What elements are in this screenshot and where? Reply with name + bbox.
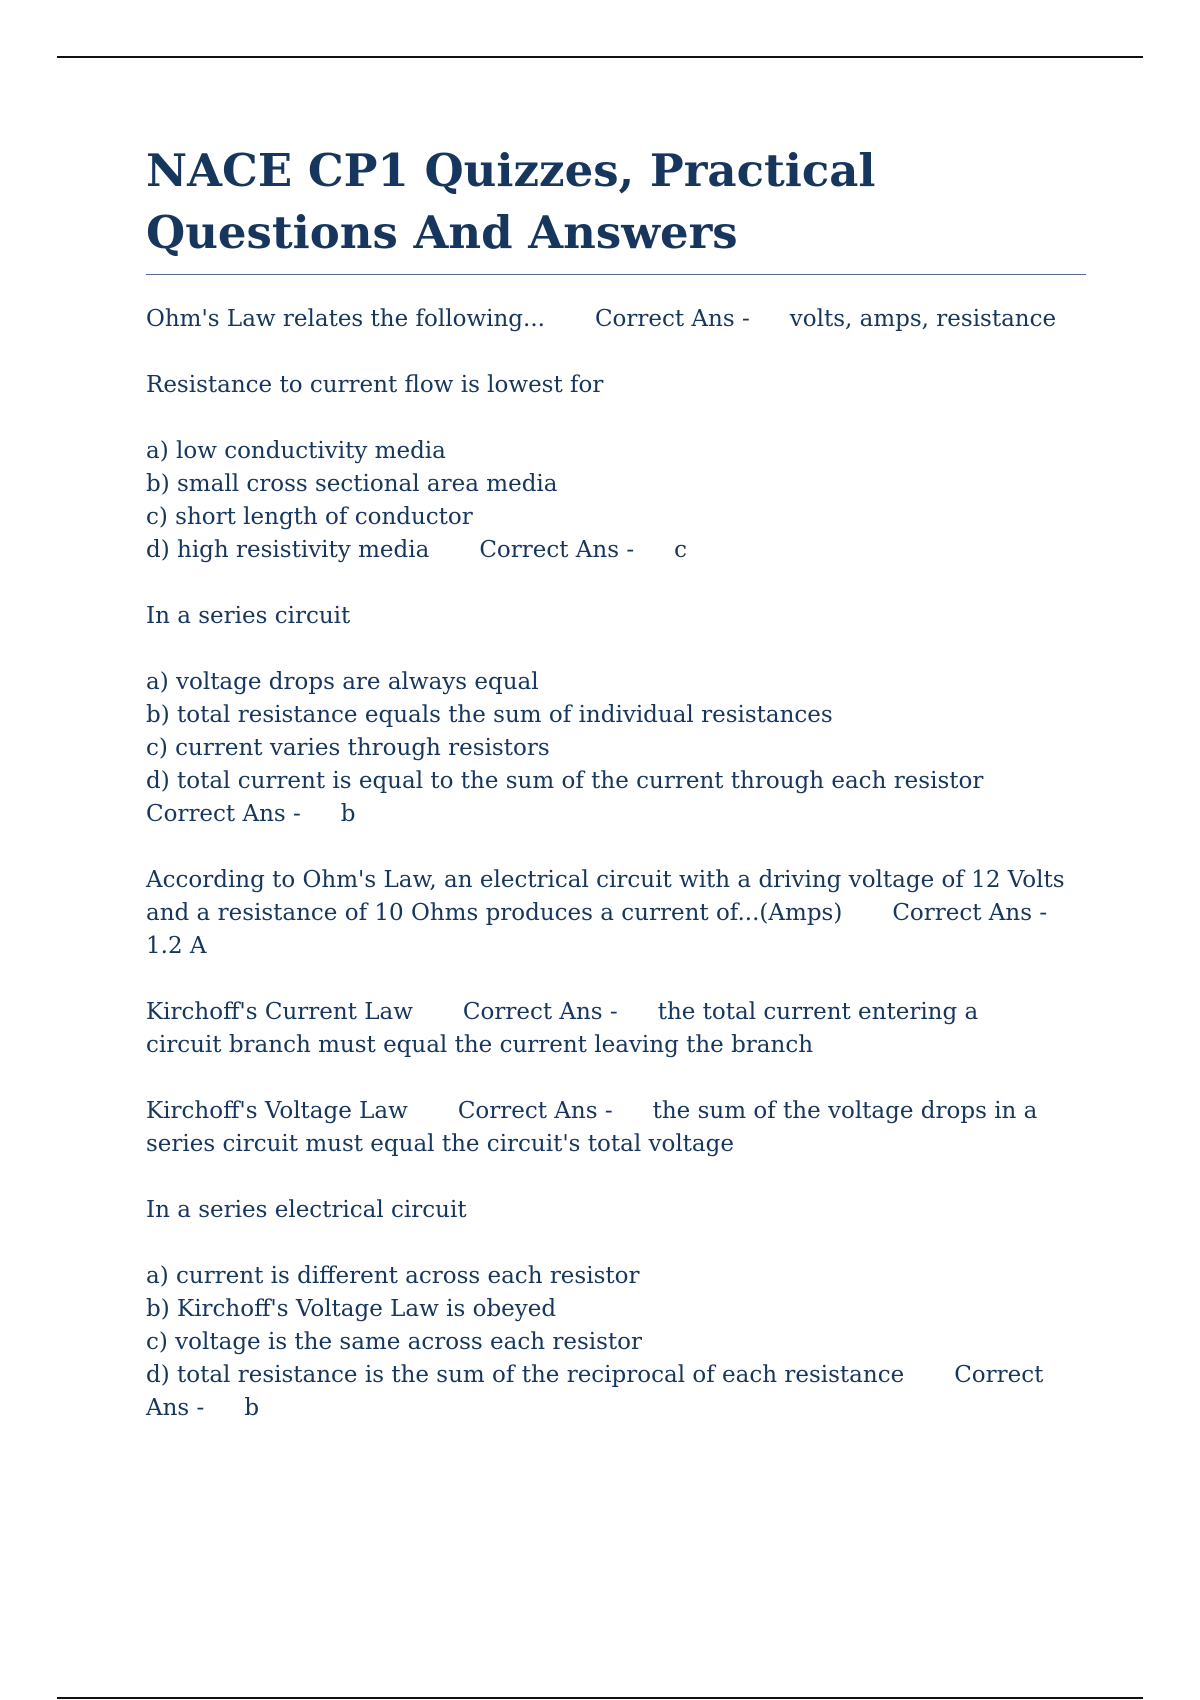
answer-text: b <box>244 1395 260 1421</box>
option-c: c) current varies through resistors <box>146 735 550 761</box>
answer-line-1: the sum of the voltage drops in a <box>652 1098 1038 1124</box>
bottom-rule <box>57 1697 1143 1699</box>
question-text: Ohm's Law relates the following... <box>146 306 545 332</box>
option-list <box>146 1260 1086 1425</box>
answer-label: Correct Ans - <box>462 999 618 1025</box>
option-a: a) low conductivity media <box>146 438 446 464</box>
answer-label-part-2: Ans - <box>146 1395 205 1421</box>
answer-label: Correct Ans - <box>479 537 635 563</box>
document-body <box>146 140 1086 1425</box>
option-d: d) total current is equal to the sum of the current through each resistor <box>146 768 984 794</box>
qa-item-5 <box>146 996 1086 1062</box>
answer-label: Correct Ans - <box>594 306 750 332</box>
option-b: b) small cross sectional area media <box>146 471 558 497</box>
question-line-2: and a resistance of 10 Ohms produces a current of...(Amps) <box>146 900 843 926</box>
document-title: NACE CP1 Quizzes, Practical Questions And Answers <box>146 140 1086 275</box>
qa-item-6 <box>146 1095 1086 1161</box>
option-c: c) voltage is the same across each resistor <box>146 1329 642 1355</box>
option-a: a) voltage drops are always equal <box>146 669 539 695</box>
qa-item-7 <box>146 1194 1086 1227</box>
option-list <box>146 666 1086 831</box>
answer-label-part-1: Correct <box>954 1362 1044 1388</box>
answer-label: Correct Ans - <box>892 900 1048 926</box>
top-rule <box>57 56 1143 58</box>
option-a: a) current is different across each resistor <box>146 1263 640 1289</box>
question-text: In a series circuit <box>146 603 351 629</box>
answer-text: c <box>674 537 687 563</box>
qa-item-1 <box>146 303 1086 336</box>
question-line-1: According to Ohm's Law, an electrical circuit with a driving voltage of 12 Volts <box>146 867 1065 893</box>
answer-text: volts, amps, resistance <box>789 306 1057 332</box>
qa-item-4 <box>146 864 1086 963</box>
qa-item-2 <box>146 369 1086 402</box>
option-c: c) short length of conductor <box>146 504 473 530</box>
answer-line-2: circuit branch must equal the current leaving the branch <box>146 1032 814 1058</box>
question-text: Kirchoff's Voltage Law <box>146 1098 408 1124</box>
option-b: b) Kirchoff's Voltage Law is obeyed <box>146 1296 557 1322</box>
answer-label: Correct Ans - <box>457 1098 613 1124</box>
option-d: d) high resistivity media <box>146 537 430 563</box>
qa-item-3 <box>146 600 1086 633</box>
option-list <box>146 435 1086 567</box>
answer-line-1: the total current entering a <box>657 999 979 1025</box>
question-text: In a series electrical circuit <box>146 1197 467 1223</box>
option-d: d) total resistance is the sum of the reciprocal of each resistance <box>146 1362 905 1388</box>
answer-text: b <box>340 801 356 827</box>
option-b: b) total resistance equals the sum of individual resistances <box>146 702 833 728</box>
question-text: Kirchoff's Current Law <box>146 999 413 1025</box>
answer-text: 1.2 A <box>146 933 207 959</box>
answer-label: Correct Ans - <box>146 801 301 827</box>
answer-line-2: series circuit must equal the circuit's total voltage <box>146 1131 734 1157</box>
question-text: Resistance to current flow is lowest for <box>146 372 604 398</box>
